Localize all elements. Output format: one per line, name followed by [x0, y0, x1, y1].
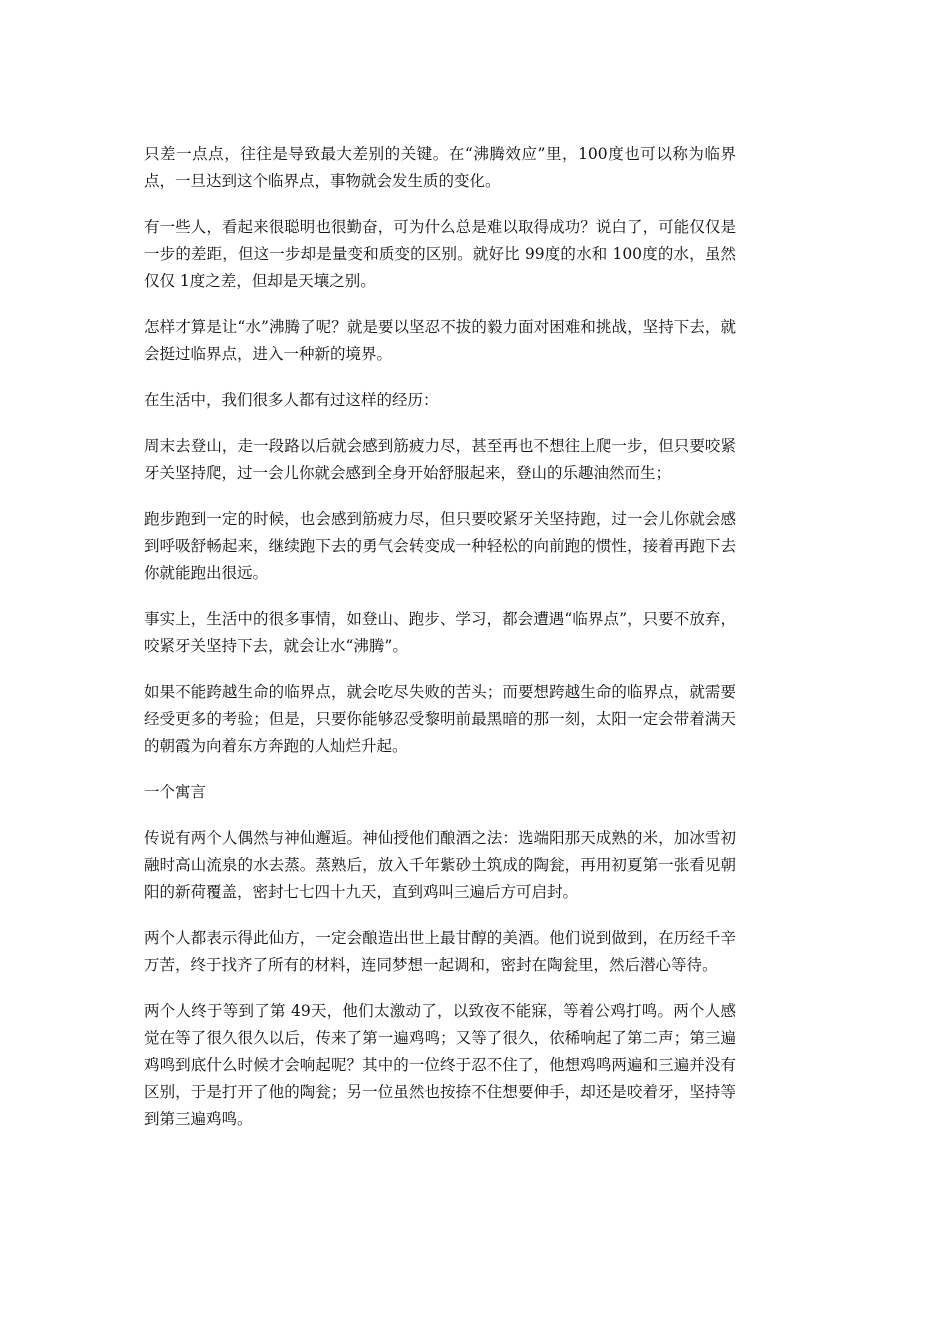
paragraph-8: 如果不能跨越生命的临界点，就会吃尽失败的苦头；而要想跨越生命的临界点，就需要经受更多的考验；但是，只要你能够忍受黎明前最黑暗的那一刻，太阳一定会带着满天的朝霞为向着东方奔跑的人灿烂升起。 — [144, 683, 736, 755]
paragraph-7: 事实上，生活中的很多事情，如登山、跑步、学习，都会遭遇“临界点”，只要不放弃，咬紧牙关坚持下去，就会让水“沸腾”。 — [144, 610, 736, 655]
paragraph-4: 在生活中，我们很多人都有过这样的经历： — [144, 391, 439, 409]
paragraph-10: 两个人都表示得此仙方，一定会酿造出世上最甘醇的美酒。他们说到做到，在历经千辛万苦，终于找齐了所有的材料，连同梦想一起调和，密封在陶瓮里，然后潜心等待。 — [144, 929, 736, 974]
document-body — [144, 141, 736, 1152]
paragraph-11: 两个人终于等到了第 49天，他们太激动了，以致夜不能寐，等着公鸡打鸣。两个人感觉在等了很久很久以后，传来了第一遍鸡鸣；又等了很久，依稀响起了第二声；第三遍鸡鸣到底什么时候才会响起呢？其中的一位终于忍不住了，他想鸡鸣两遍和三遍并没有区别，于是打开了他的陶瓮；另一位虽然也按捺不住想要伸手，却还是咬着牙，坚持等到第三遍鸡鸣。 — [144, 1002, 736, 1128]
paragraph-9: 传说有两个人偶然与神仙邂逅。神仙授他们酿酒之法：选端阳那天成熟的米，加冰雪初融时高山流泉的水去蒸。蒸熟后，放入千年紫砂土筑成的陶瓮，再用初夏第一张看见朝阳的新荷覆盖，密封七七四十九天，直到鸡叫三遍后方可启封。 — [144, 829, 736, 901]
paragraph-2: 有一些人，看起来很聪明也很勤奋，可为什么总是难以取得成功？说白了，可能仅仅是一步的差距，但这一步却是量变和质变的区别。就好比 99度的水和 100度的水，虽然仅仅 1度之差，但却是天壤之别。 — [144, 218, 736, 290]
paragraph-3: 怎样才算是让“水”沸腾了呢？就是要以坚忍不拔的毅力面对困难和挑战，坚持下去，就会挺过临界点，进入一种新的境界。 — [144, 318, 736, 363]
paragraph-5: 周末去登山，走一段路以后就会感到筋疲力尽，甚至再也不想往上爬一步，但只要咬紧牙关坚持爬，过一会儿你就会感到全身开始舒服起来，登山的乐趣油然而生； — [144, 437, 736, 482]
paragraph-1: 只差一点点，往往是导致最大差别的关键。在“沸腾效应”里，100度也可以称为临界点，一旦达到这个临界点，事物就会发生质的变化。 — [144, 145, 736, 190]
paragraph-6: 跑步跑到一定的时候，也会感到筋疲力尽，但只要咬紧牙关坚持跑，过一会儿你就会感到呼吸舒畅起来，继续跑下去的勇气会转变成一种轻松的向前跑的惯性，接着再跑下去你就能跑出很远。 — [144, 510, 736, 582]
section-heading-fable: 一个寓言 — [144, 783, 207, 801]
